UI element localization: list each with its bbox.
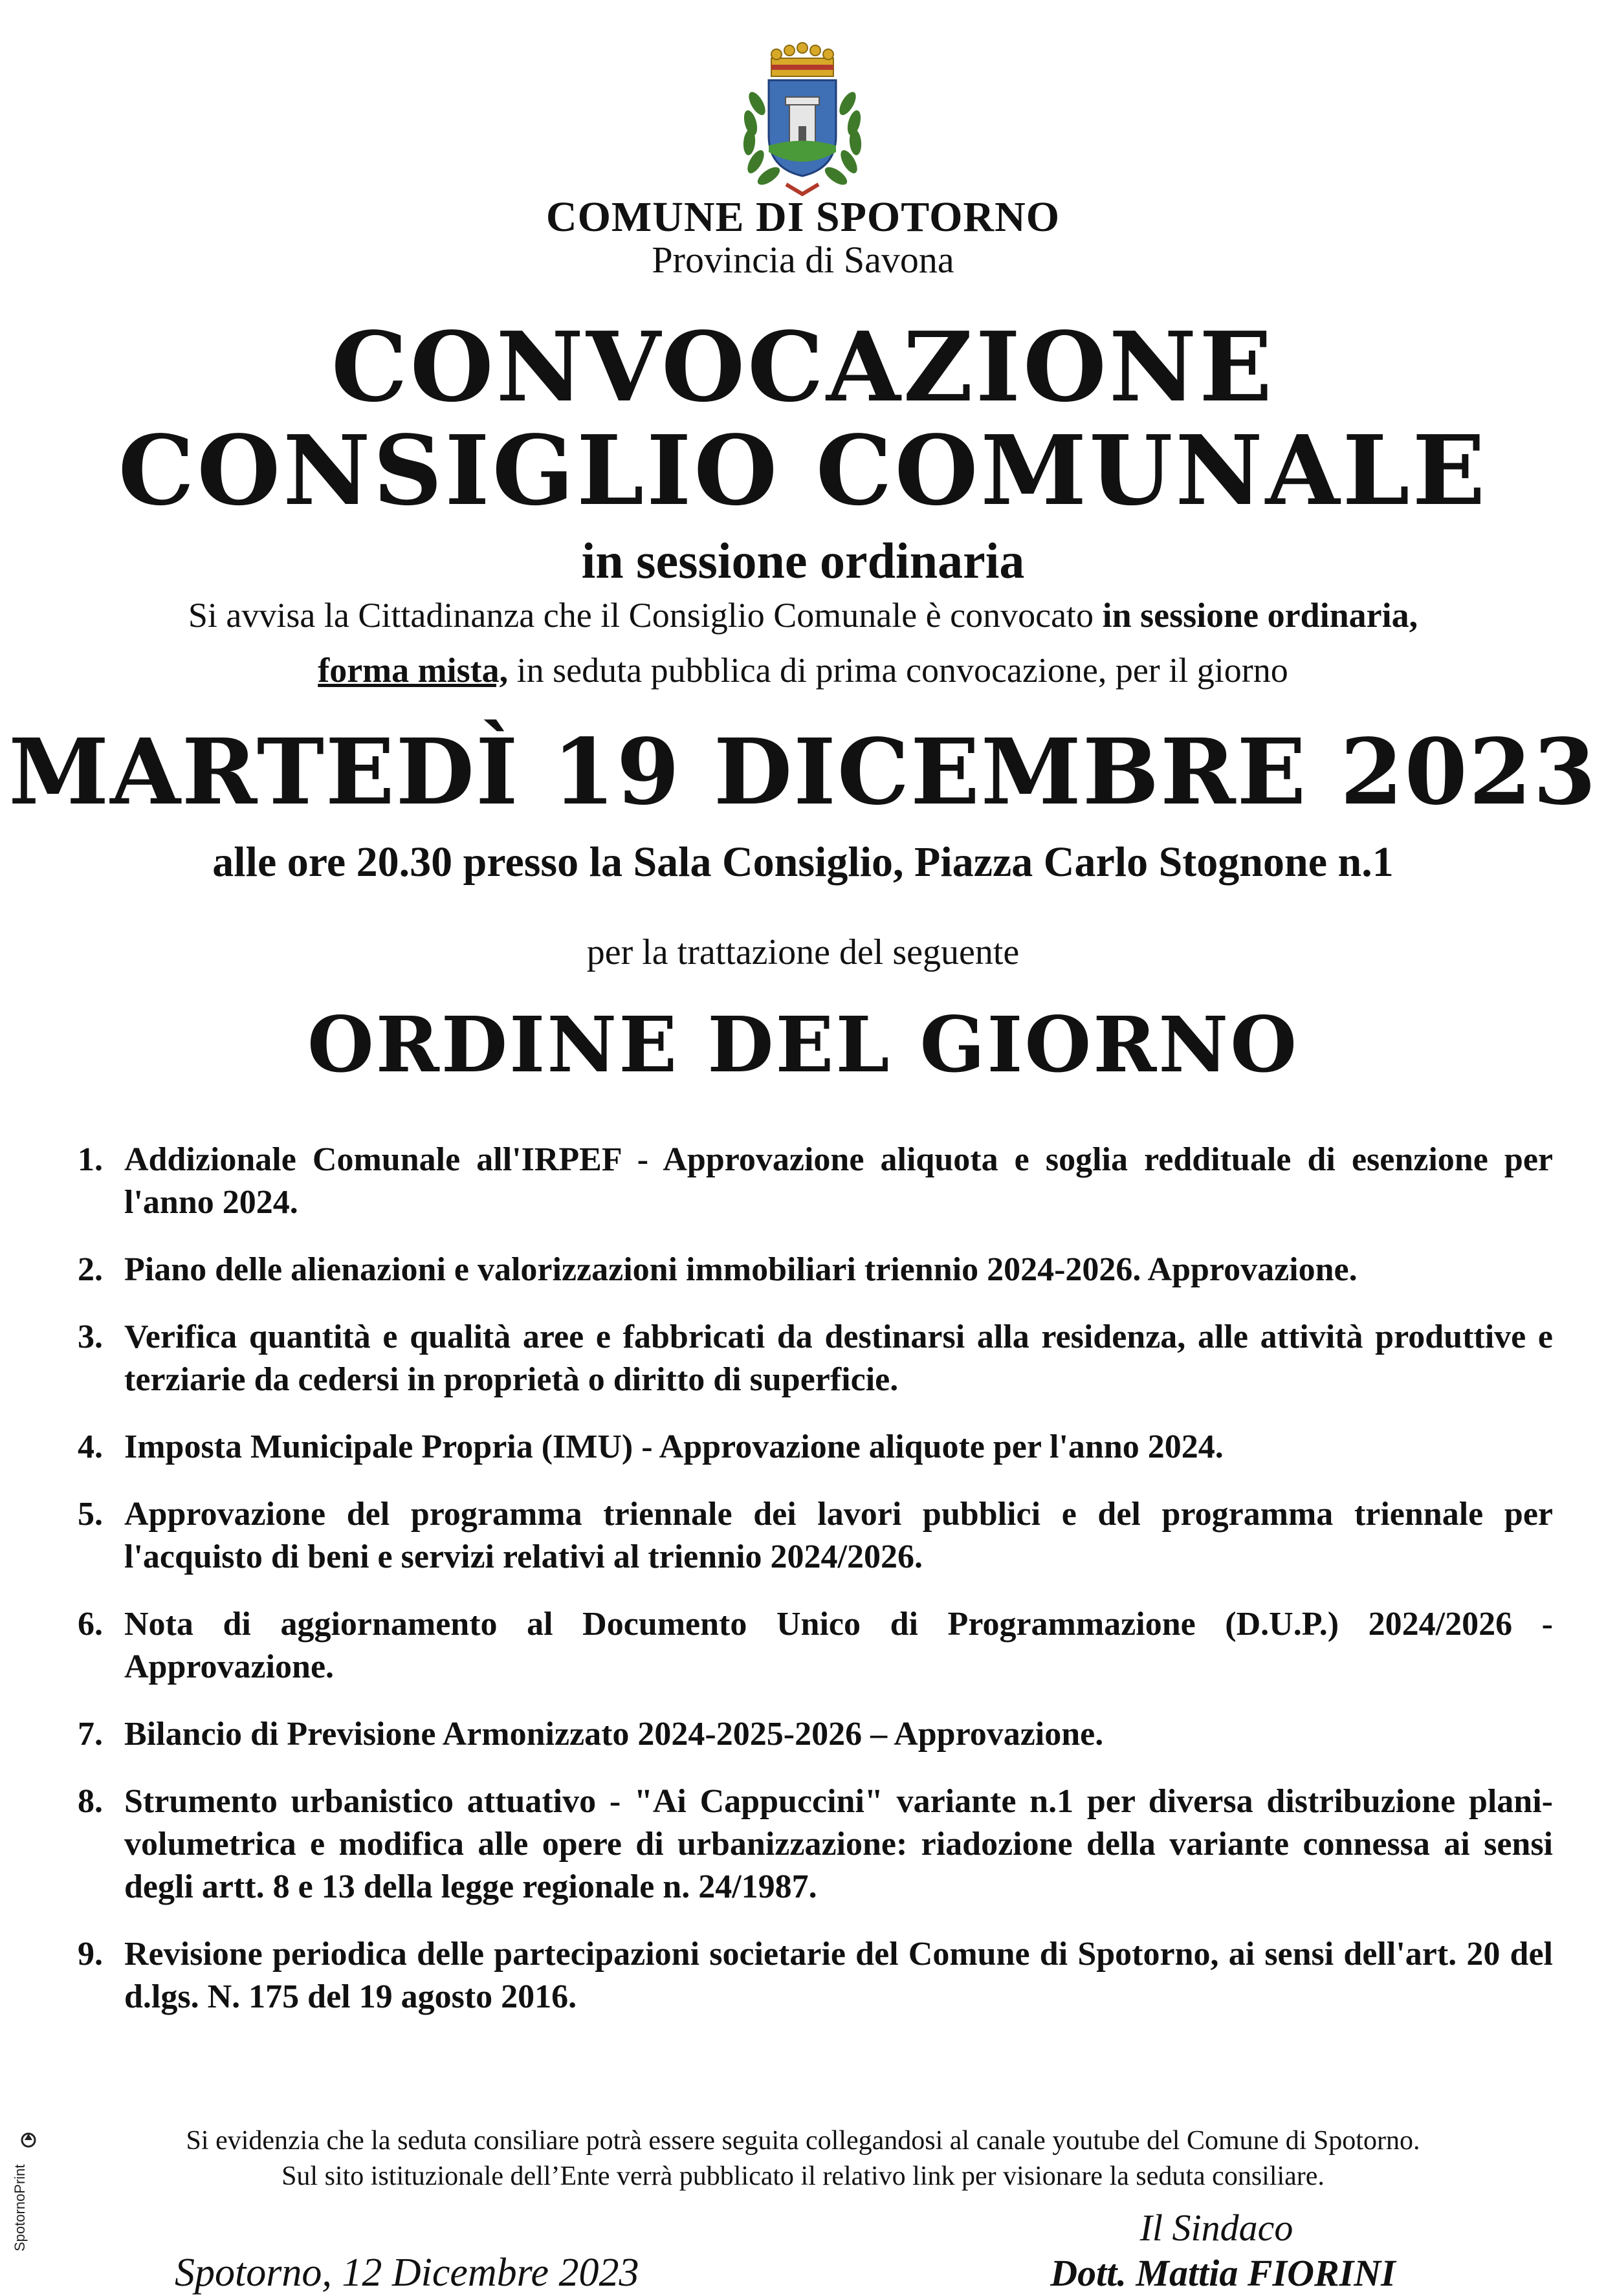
agenda-list — [78, 1139, 1553, 2043]
avviso-text: Si avvisa la Cittadinanza che il Consiglio Comunale è convocato — [188, 596, 1103, 635]
item-text: Verifica quantità e qualità aree e fabbricati da destinarsi alla residenza, alle attività produttive e terziarie da cedersi in proprietà o diritto di superficie. — [124, 1318, 1553, 1398]
item-number: 4. — [78, 1428, 103, 1465]
list-item — [78, 1933, 1553, 2018]
list-item — [78, 1713, 1553, 1756]
list-item — [78, 1426, 1553, 1469]
subtitle-sessione: in sessione ordinaria — [581, 532, 1025, 589]
item-text: Imposta Municipale Propria (IMU) - Approvazione aliquote per l'anno 2024. — [124, 1428, 1224, 1465]
list-item — [78, 1249, 1553, 1291]
list-item — [78, 1139, 1553, 1224]
item-number: 5. — [78, 1496, 103, 1533]
item-text: Piano delle alienazioni e valorizzazioni immobiliari triennio 2024-2026. Approvazione. — [124, 1251, 1358, 1288]
item-number: 7. — [78, 1716, 103, 1753]
note-link: Sul sito istituzionale dell’Ente verrà pubblicato il relativo link per visionare la seduta consiliare. — [281, 2161, 1325, 2191]
item-text: Revisione periodica delle partecipazioni societarie del Comune di Spotorno, ai sensi dell'art. 20 del d.lgs. N. 175 del 19 agosto 2016. — [124, 1936, 1553, 2015]
trattazione-text: per la trattazione del seguente — [586, 932, 1020, 972]
title-consiglio-comunale: CONSIGLIO COMUNALE — [118, 414, 1488, 527]
item-text: Bilancio di Previsione Armonizzato 2024-2025-2026 – Approvazione. — [124, 1716, 1104, 1753]
item-number: 1. — [78, 1141, 103, 1178]
item-number: 6. — [78, 1606, 103, 1643]
item-text: Approvazione del programma triennale dei lavori pubblici e del programma triennale per l'acquisto di beni e servizi relativi al triennio 2024/2026. — [124, 1496, 1553, 1575]
list-item — [78, 1603, 1553, 1689]
seduta-time-place: alle ore 20.30 presso la Sala Consiglio, Piazza Carlo Stognone n.1 — [212, 838, 1394, 886]
avviso-line-1 — [0, 595, 1606, 635]
sindaco-name: Dott. Mattia FIORINI — [1050, 2252, 1396, 2294]
sindaco-title: Il Sindaco — [1139, 2207, 1293, 2249]
title-convocazione: CONVOCAZIONE — [331, 311, 1275, 423]
place-date: Spotorno, 12 Dicembre 2023 — [175, 2251, 639, 2295]
avviso-bold: in sessione ordinaria, — [1102, 596, 1418, 635]
note-youtube: Si evidenzia che la seduta consiliare potrà essere seguita collegandosi al canale youtube del Comune di Spotorno. — [186, 2126, 1420, 2156]
ordine-del-giorno-title: ORDINE DEL GIORNO — [307, 1000, 1299, 1089]
list-item — [78, 1493, 1553, 1579]
municipal-coat-of-arms-icon — [731, 39, 874, 207]
provincia-name: Provincia di Savona — [652, 239, 954, 281]
comune-name: COMUNE DI SPOTORNO — [545, 193, 1061, 241]
item-number: 9. — [78, 1936, 103, 1973]
item-text: Nota di aggiornamento al Documento Unico di Programmazione (D.U.P.) 2024/2026 - Approvazione. — [124, 1606, 1553, 1685]
avviso-text-2: in seduta pubblica di prima convocazione, per il giorno — [508, 651, 1288, 690]
item-text: Addizionale Comunale all'IRPEF - Approvazione aliquota e soglia reddituale di esenzione per l'anno 2024. — [124, 1141, 1553, 1221]
avviso-line-2 — [0, 650, 1606, 690]
avviso-underlined: forma mista, — [318, 651, 509, 690]
printer-mark: SpotornoPrint — [12, 2164, 28, 2251]
item-number: 2. — [78, 1251, 103, 1288]
item-text: Strumento urbanistico attuativo - "Ai Cappuccini" variante n.1 per diversa distribuzione plani-volumetrica e modifica alle opere di urbanizzazione: riadozione della variante connessa ai sensi degli artt. 8 e 13 della legge regionale n. 24/1987. — [124, 1783, 1553, 1905]
list-item — [78, 1780, 1553, 1908]
item-number: 3. — [78, 1318, 103, 1355]
seduta-date: MARTEDÌ 19 DICEMBRE 2023 — [8, 719, 1598, 825]
item-number: 8. — [78, 1783, 103, 1820]
list-item — [78, 1316, 1553, 1401]
